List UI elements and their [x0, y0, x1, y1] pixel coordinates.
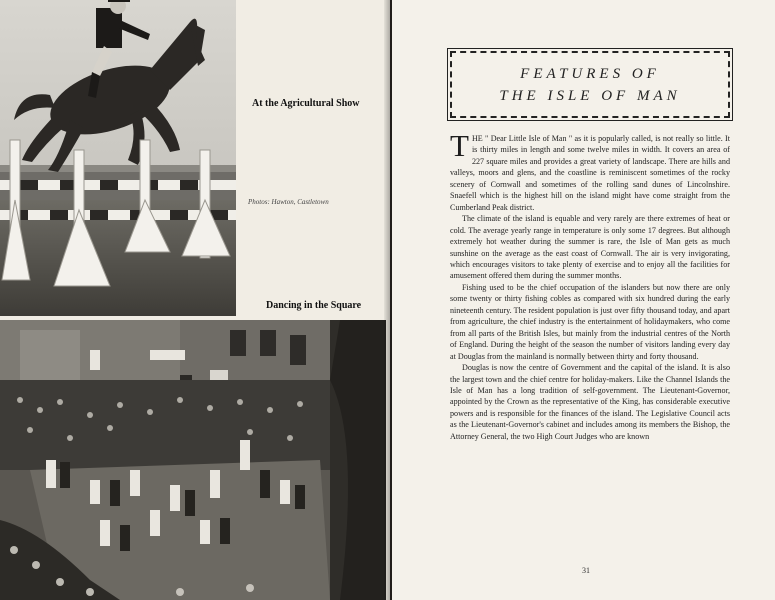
paragraph-3: Fishing used to be the chief occupation of the islanders but now there are only some twenty or thirty fishing cobles as compared with six hundred during the early nineteenth century. The resident population is just over fifty thousand today, and apart from agriculture, the chief industry is the entertainment of holidaymakers, who come from all parts of the British Isles, but mainly from the industrial centres of the North of England. During the height of the season the number of visitors landing every day at Douglas from the mainland is normally between thirty and forty thousand. [450, 282, 730, 361]
drop-cap: T [450, 128, 469, 163]
paragraph-1 [450, 128, 730, 213]
caption-agricultural-show: At the Agricultural Show [252, 98, 360, 109]
paragraph-2: The climate of the island is equable and very rarely are there extremes of heat or cold. The average yearly range in temperature is only some 17 degrees. But although extremely hot weather during the summer is rare, the Isle of Man gets as much sunshine on the average as the east coast of Cornwall. The air is very invigorating, which encourages visitors to take plenty of exercise and to enjoy all the facilities for amusement offered them during the summer months. [450, 214, 730, 281]
photo-credit: Photos: Hawton, Castletown [248, 198, 329, 206]
chapter-title-line-1: FEATURES OF [520, 65, 660, 82]
dancing-square-image [0, 320, 386, 600]
chapter-title-box [450, 51, 730, 118]
page-number: 31 [582, 566, 590, 575]
show-jumping-image [0, 0, 236, 316]
caption-dancing: Dancing in the Square [266, 300, 362, 311]
paragraph-1-text: HE " Dear Little Isle of Man " as it is popularly called, is not really so little. It is thirty miles in length and some twelve miles in width. It covers an area of 227 square miles and provides a great variety of landscape. There are hills and valleys, moors and glens, and the coastline is reminiscent sometimes of the rocky scenery of Cornwall and sometimes of the rolling sand dunes of Lincolnshire. Snaefell which is the highest hill on the island might have come straight from the Cumberland Peak district. [450, 134, 730, 212]
chapter-title-line-2: THE ISLE OF MAN [499, 87, 681, 104]
photo-dancing-square [0, 320, 386, 600]
photo-agricultural-show [0, 0, 236, 316]
article-body [450, 128, 730, 442]
paragraph-4: Douglas is now the centre of Government and the capital of the island. It is also the largest town and the chief centre for holiday-makers. Like the Channel Islands the Isle of Man has a long tradition of self-government. The Lieutenant-Governor, appointed by the Crown as the representative of the King, has considerable executive powers and is responsible for the finances of the island. The Legislative Council acts as the Lieutenant-Governor's cabinet and includes among its members the Bishop, the Attorney General, the two High Court Judges who are known [450, 363, 730, 441]
